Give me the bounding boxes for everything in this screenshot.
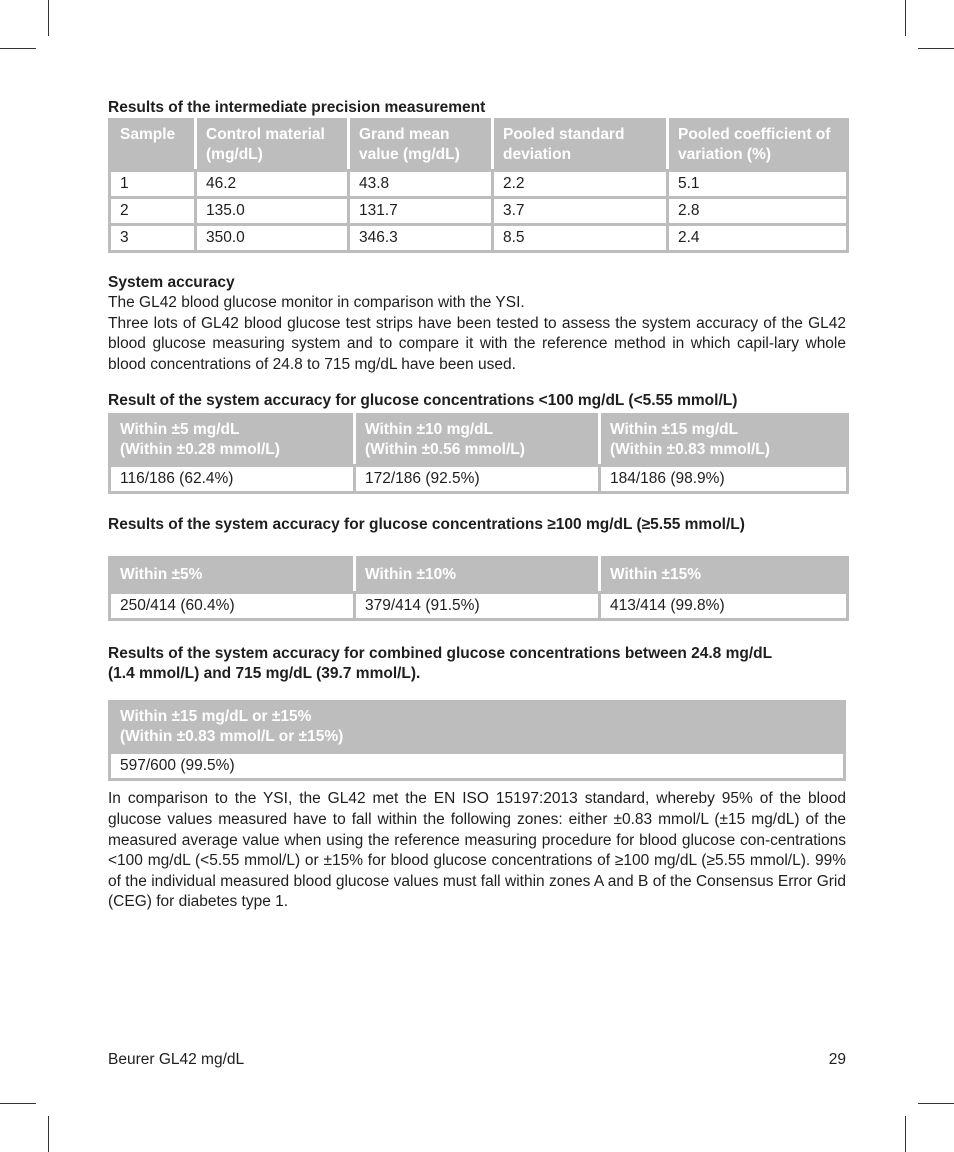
table-cell: 350.0 (196, 225, 349, 252)
accuracy-description: Three lots of GL42 blood glucose test strips have been tested to assess the system accuracy of the GL42 blood glucose measuring system and to compare it with the reference method in which capil-lary whole blood concentrations of 24.8 to 715 mg/dL have been used. (108, 314, 846, 373)
high-concentration-heading: Results of the system accuracy for glucose concentrations ≥100 mg/dL (≥5.55 mmol/L) (108, 516, 745, 534)
table-cell: 597/600 (99.5%) (110, 753, 845, 780)
header-line: Within ±5 mg/dL (120, 421, 240, 439)
table-header-row (110, 120, 848, 171)
low-concentration-table (108, 413, 849, 494)
header-line: (Within ±0.28 mmol/L) (120, 441, 280, 459)
table-row (110, 225, 848, 252)
high-concentration-table (108, 556, 849, 621)
system-accuracy-heading: System accuracy (108, 274, 235, 291)
header-line: (Within ±0.83 mmol/L) (610, 441, 770, 459)
header-line: Within ±15 mg/dL or ±15% (120, 708, 312, 726)
table-cell: 379/414 (91.5%) (355, 593, 600, 620)
heading-line: Results of the system accuracy for combined glucose concentrations between 24.8 mg/dL (108, 645, 773, 663)
table-header: Grand mean value (mg/dL) (349, 120, 493, 171)
table-cell: 1 (110, 171, 196, 198)
crop-mark (0, 48, 36, 49)
table-cell: 5.1 (668, 171, 848, 198)
header-line: (Within ±0.83 mmol/L or ±15%) (120, 728, 344, 746)
crop-mark (918, 48, 954, 49)
table-header: Within ±15% (600, 558, 848, 593)
table-cell: 250/414 (60.4%) (110, 593, 355, 620)
table-cell: 3.7 (493, 198, 668, 225)
table-header (600, 415, 848, 466)
table-header (110, 415, 355, 466)
low-concentration-heading: Result of the system accuracy for glucose concentrations <100 mg/dL (<5.55 mmol/L) (108, 392, 738, 410)
header-line: Within ±10 mg/dL (365, 421, 494, 439)
combined-concentration-table (108, 700, 846, 781)
table-header-row (110, 558, 848, 593)
table-cell: 172/186 (92.5%) (355, 466, 600, 493)
table-header: Pooled standard deviation (493, 120, 668, 171)
table-cell: 346.3 (349, 225, 493, 252)
heading-line: (1.4 mmol/L) and 715 mg/dL (39.7 mmol/L). (108, 665, 421, 683)
table-header: Control material (mg/dL) (196, 120, 349, 171)
header-line: (Within ±0.56 mmol/L) (365, 441, 525, 459)
crop-mark (905, 0, 906, 36)
table-row (110, 466, 848, 493)
table-header (110, 702, 845, 753)
table-header-row (110, 702, 845, 753)
table-cell: 2.8 (668, 198, 848, 225)
table-cell: 413/414 (99.8%) (600, 593, 848, 620)
crop-mark (48, 0, 49, 36)
table-row (110, 171, 848, 198)
table-header: Within ±5% (110, 558, 355, 593)
table-header (355, 415, 600, 466)
table-cell: 2.4 (668, 225, 848, 252)
precision-table (108, 118, 849, 253)
table-header-row (110, 415, 848, 466)
crop-mark (905, 1116, 906, 1152)
table-cell: 3 (110, 225, 196, 252)
crop-mark (48, 1116, 49, 1152)
table-row (110, 753, 845, 780)
header-line: Within ±15 mg/dL (610, 421, 739, 439)
table-header: Within ±10% (355, 558, 600, 593)
crop-mark (918, 1103, 954, 1104)
table-cell: 131.7 (349, 198, 493, 225)
page-content (108, 98, 846, 913)
table-row (110, 593, 848, 620)
table-cell: 2 (110, 198, 196, 225)
table-header: Pooled coefficient of variation (%) (668, 120, 848, 171)
footer-product-name: Beurer GL42 mg/dL (108, 1051, 245, 1068)
table-cell: 8.5 (493, 225, 668, 252)
table-header: Sample (110, 120, 196, 171)
combined-concentration-heading (108, 644, 846, 684)
table-cell: 2.2 (493, 171, 668, 198)
table-row (110, 198, 848, 225)
precision-heading: Results of the intermediate precision measurement (108, 99, 486, 116)
accuracy-intro: The GL42 blood glucose monitor in comparison with the YSI. (108, 294, 525, 311)
page-number: 29 (828, 1051, 846, 1068)
table-cell: 46.2 (196, 171, 349, 198)
crop-mark (0, 1103, 36, 1104)
table-cell: 184/186 (98.9%) (600, 466, 848, 493)
table-cell: 135.0 (196, 198, 349, 225)
conclusion-paragraph: In comparison to the YSI, the GL42 met the EN ISO 15197:2013 standard, whereby 95% of the blood glucose values measured have to fall within the following zones: either ±0.83 mmol/L (±15 mg/dL) of the measured average value when using the reference measuring procedure for blood glucose con-centrations <100 mg/dL (<5.55 mmol/L) or ±15% for blood glucose concentrations of ≥100 mg/dL (≥5.55 mmol/L). 99% of the individual measured blood glucose values must fall within zones A and B of the Consensus Error Grid (CEG) for diabetes type 1. (108, 790, 846, 911)
table-cell: 116/186 (62.4%) (110, 466, 355, 493)
table-cell: 43.8 (349, 171, 493, 198)
